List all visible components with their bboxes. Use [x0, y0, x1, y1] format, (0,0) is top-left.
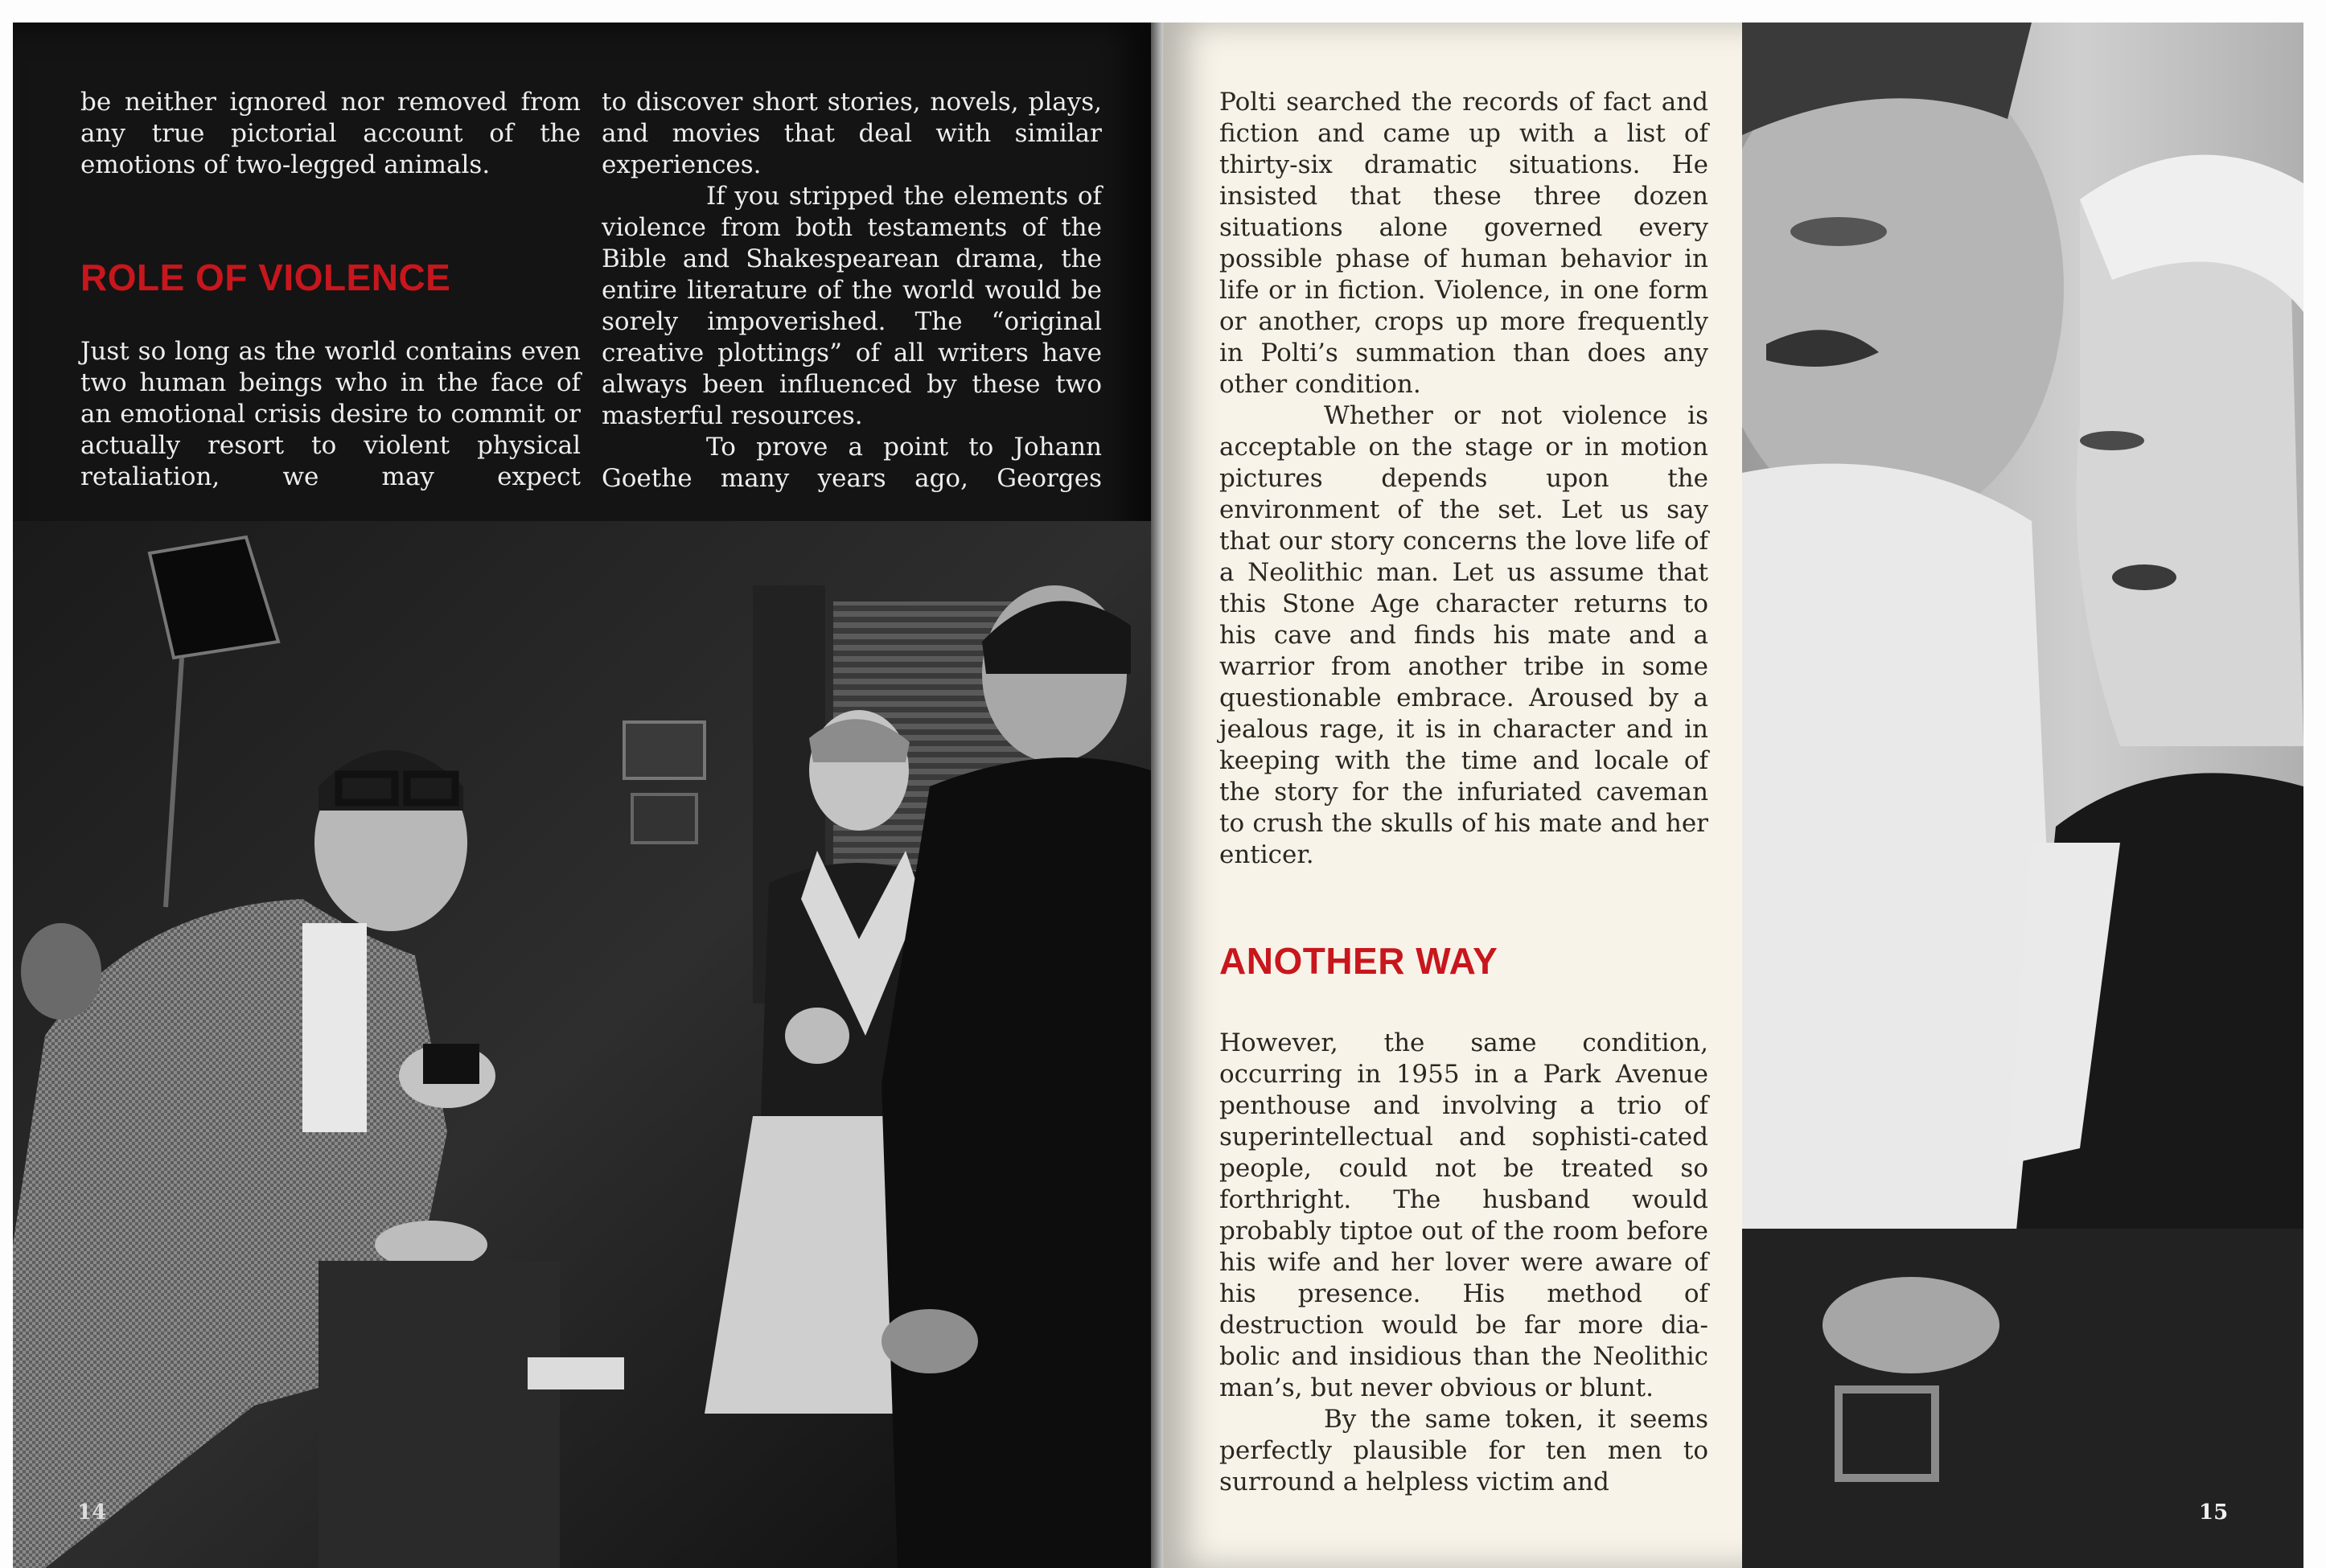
- page-number: 14: [77, 1500, 107, 1525]
- paragraph: Whether or not violence is acceptable on the stage or in motion pictures depends upon the environment of the set. Let us say that our story concerns the love life of a Neolithic man. Let us assume that this Stone Age character returns to his cave and finds his mate and a warrior from another tribe in some questionable embrace. Aroused by a jealous rage, it is in character and in keeping with the time and locale of the story for the infuriated caveman to crush the skulls of his mate and her enticer.: [1219, 401, 1708, 869]
- right-page: [1163, 23, 2303, 1568]
- magazine-spread: [13, 23, 2303, 1568]
- paragraph: However, the same condition, occurring in 1955 in a Park Avenue penthouse and involving a trio of superintellectual and sophisti-cated people, could not be treated so forthright. The husband would probably tiptoe out of the room before his wife and her lover were aware of his presence. His method of destruction would be far more dia-bolic and insidious than the Neolithic man’s, but never obvious or blunt.: [1219, 1028, 1708, 1402]
- section-heading-another-way: ANOTHER WAY: [1219, 940, 1498, 982]
- right-col-top-text: [1219, 87, 1708, 871]
- right-col-bottom-text: [1219, 1028, 1708, 1498]
- paragraph: be neither ignored nor removed from any true pictorial account of the emotions of two-legged animals.: [80, 88, 581, 179]
- paragraph: Just so long as the world contains even two human beings who in the face of an emotional crisis desire to commit or actually resort to violent physical retaliation, we may expect: [80, 337, 581, 491]
- left-page-photo: [13, 521, 1151, 1568]
- section-heading-role-of-violence: ROLE OF VIOLENCE: [80, 257, 451, 298]
- left-col2-text: [602, 87, 1102, 495]
- page-number: 15: [2199, 1500, 2229, 1525]
- left-col1-top-text: [80, 87, 581, 181]
- paragraph: to discover short stories, novels, plays, and movies that deal with similar experiences.: [602, 88, 1102, 179]
- left-col1-body-text: [80, 336, 581, 493]
- right-page-photo: [1742, 23, 2303, 1568]
- left-page: [13, 23, 1151, 1568]
- spine-gutter: [1151, 23, 1163, 1568]
- paragraph: By the same token, it seems perfectly plausible for ten men to surround a helpless victim and: [1219, 1405, 1708, 1496]
- paragraph: If you stripped the elements of violence from both testaments of the Bible and Shakespearean drama, the entire literature of the world would be sorely impoverished. The “original creative plottings” of all writers have always been influenced by these two masterful resources.: [602, 182, 1102, 430]
- paragraph: Polti searched the records of fact and fiction and came up with a list of thirty-six dramatic situations. He insisted that these three dozen situations alone governed every possible phase of human behavior in life or in fiction. Violence, in one form or another, crops up more frequently in Polti’s summation than does any other condition.: [1219, 88, 1708, 399]
- paragraph: To prove a point to Johann Goethe many years ago, Georges: [602, 433, 1102, 493]
